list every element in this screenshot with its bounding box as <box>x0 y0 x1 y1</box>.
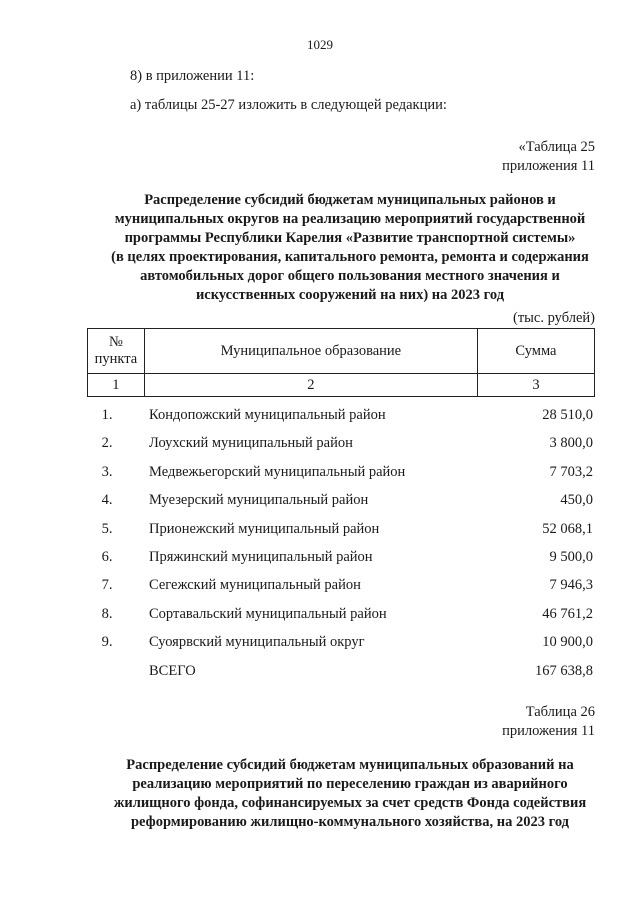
header-col-number-line2: пункта <box>94 351 138 367</box>
intro-line-2: а) таблицы 25-27 изложить в следующей редакции: <box>130 97 447 113</box>
table26-title-line: жилищного фонда, софинансируемых за счет средств Фонда содействия <box>113 795 587 811</box>
row-sum: 28 510,0 <box>542 407 593 423</box>
table25-label-line1: «Таблица 25 <box>518 139 595 155</box>
row-municipality: Пряжинский муниципальный район <box>149 548 373 565</box>
row-municipality: Медвежьегорский муниципальный район <box>149 463 406 480</box>
table-row <box>87 486 595 514</box>
column-number-1: 1 <box>88 374 145 397</box>
row-number: 3. <box>101 463 113 480</box>
units-label: (тыс. рублей) <box>513 310 595 326</box>
column-numbers-row <box>88 374 595 397</box>
row-municipality: Лоухский муниципальный район <box>149 435 353 452</box>
row-municipality: Сегежский муниципальный район <box>149 577 361 594</box>
table26-label <box>502 703 595 741</box>
table-row <box>87 628 595 656</box>
header-col-sum: Сумма <box>477 329 594 374</box>
table25-label <box>502 138 595 176</box>
table25-title <box>60 191 640 305</box>
row-number: 9. <box>101 634 113 651</box>
table26-label-line2: приложения 11 <box>502 723 595 739</box>
table25-body <box>87 401 595 685</box>
row-number: 7. <box>101 577 113 594</box>
table-row <box>87 571 595 599</box>
column-number-2: 2 <box>144 374 477 397</box>
row-municipality: Кондопожский муниципальный район <box>149 407 386 423</box>
table26-title-line: Распределение субсидий бюджетам муниципальных образований на <box>126 757 574 773</box>
table25-label-line2: приложения 11 <box>502 158 595 174</box>
header-col-number <box>88 329 145 374</box>
row-municipality: Суоярвский муниципальный округ <box>149 634 365 651</box>
row-municipality: Прионежский муниципальный район <box>149 520 380 537</box>
total-row <box>87 657 595 685</box>
row-sum: 10 900,0 <box>542 634 593 651</box>
table-row <box>87 458 595 486</box>
table26-title-line: реализацию мероприятий по переселению граждан из аварийного <box>132 776 568 792</box>
row-sum: 9 500,0 <box>549 548 593 565</box>
row-number: 4. <box>101 492 113 509</box>
total-sum: 167 638,8 <box>535 662 593 679</box>
row-number: 8. <box>101 605 113 622</box>
table25-title-line: искусственных сооружений на них) на 2023 год <box>195 287 505 303</box>
row-sum: 3 800,0 <box>549 435 593 452</box>
table26-label-line1: Таблица 26 <box>525 704 595 720</box>
table25-title-line: автомобильных дорог общего пользования местного значения и <box>140 268 560 284</box>
table-row <box>87 429 595 457</box>
table25-title-line: программы Республики Карелия «Развитие транспортной системы» <box>124 230 576 246</box>
table25-title-line: Распределение субсидий бюджетам муниципальных районов и <box>144 192 556 208</box>
row-number: 5. <box>101 520 113 537</box>
table-row <box>87 543 595 571</box>
row-sum: 450,0 <box>560 492 593 509</box>
header-row <box>88 329 595 374</box>
header-col-number-line1: № <box>108 334 123 350</box>
table25-header <box>87 328 595 397</box>
table-row <box>87 401 595 429</box>
table26-title <box>60 756 640 832</box>
table-row <box>87 600 595 628</box>
table-row <box>87 515 595 543</box>
total-label: ВСЕГО <box>149 662 196 679</box>
header-col-municipality: Муниципальное образование <box>144 329 477 374</box>
table25-title-line: муниципальных округов на реализацию мероприятий государственной <box>114 211 586 227</box>
row-sum: 7 946,3 <box>549 577 593 594</box>
row-sum: 7 703,2 <box>549 463 593 480</box>
row-municipality: Сортавальский муниципальный район <box>149 605 387 622</box>
table25-title-line: (в целях проектирования, капитального ремонта, ремонта и содержания <box>111 249 589 265</box>
row-number: 2. <box>101 435 113 452</box>
row-number: 1. <box>101 407 113 423</box>
column-number-3: 3 <box>477 374 594 397</box>
row-sum: 46 761,2 <box>542 605 593 622</box>
intro-line-1: 8) в приложении 11: <box>130 68 255 84</box>
page-number: 1029 <box>307 37 333 52</box>
row-number: 6. <box>101 548 113 565</box>
row-municipality: Муезерский муниципальный район <box>149 492 369 509</box>
row-sum: 52 068,1 <box>542 520 593 537</box>
table26-title-line: реформированию жилищно-коммунального хозяйства, на 2023 год <box>130 814 569 830</box>
